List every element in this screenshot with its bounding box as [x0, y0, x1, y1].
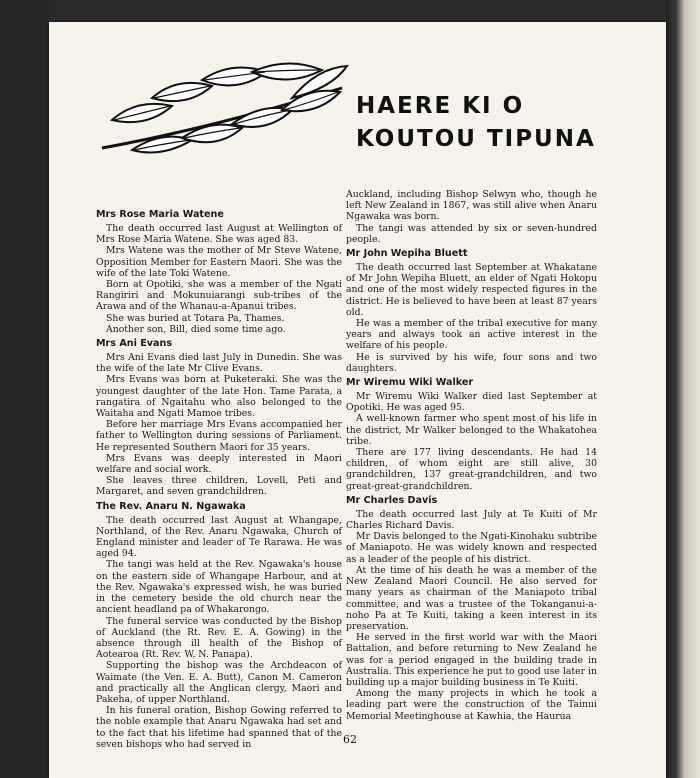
paragraph: The death occurred last September at Whakatane of Mr John Wepiha Bluett, an elder of Ngati Hokopu and one of the most widely respected figures in the district. He is believed to have been at least 87 years old. [346, 262, 597, 318]
obituary-section [346, 248, 597, 374]
obituary-section [346, 377, 597, 492]
paragraph: Among the many projects in which he took a leading part were the construction of the Tainui Memorial Meetinghouse at Kawhia, the Haurua [346, 688, 597, 722]
section-heading: Mrs Ani Evans [96, 338, 173, 350]
title-line-1: HAERE KI O [356, 93, 525, 119]
paragraph: Another son, Bill, died some time ago. [106, 323, 286, 335]
paragraph: At the time of his death he was a member of the New Zealand Maori Council. He also served for many years as chairman of the Maniapoto tribal committee, and was a trustee of the Tokanganui-a-noho Pa at Te Kuiti, taking a keen interest in its preservation. [346, 564, 597, 632]
section-heading: Mr Wiremu Wiki Walker [346, 377, 474, 389]
paragraph: He was a member of the tribal executive for many years and always took an active interest in the welfare of his people. [346, 318, 597, 352]
paragraph: Mrs Ani Evans died last July in Dunedin. She was the wife of the late Mr Clive Evans. [96, 352, 342, 375]
paragraph: She was buried at Totara Pa, Thames. [106, 312, 285, 324]
paragraph: There are 177 living descendants. He had 14 children, of whom eight are still alive, 30 grandchildren, 137 great-grandchildren, and two great-great-grandchildren. [346, 447, 597, 492]
paragraph: The death occurred last August at Whangape, Northland, of the Rev. Anaru Ngawaka, Church of England minister and leader of Te Rarawa. He was aged 94. [96, 514, 342, 560]
scan-left-margin [0, 0, 49, 778]
scan-right-margin [666, 0, 700, 778]
paragraph: The death occurred last July at Te Kuiti of Mr Charles Richard Davis. [346, 508, 597, 532]
paragraph: She leaves three children, Lovell, Peti and Margaret, and seven grandchildren. [96, 475, 342, 498]
paragraph: Mrs Evans was deeply interested in Maori welfare and social work. [96, 452, 342, 476]
obituary-section [96, 501, 342, 750]
paragraph: The tangi was attended by six or seven-hundred people. [346, 222, 597, 245]
page-number: 62 [343, 733, 357, 746]
paragraph: In his funeral oration, Bishop Gowing referred to the noble example that Anaru Ngawaka had set and to the fact that his lifetime had spanned that of the seven bishops who had served in [96, 705, 342, 750]
obituary-section [346, 495, 597, 722]
paragraph: The funeral service was conducted by the Bishop of Auckland (the Rt. Rev. E. A. Gowing) in the absence through ill health of the Bishop of Aotearoa (Rt. Rev. W. N. Panapa). [96, 615, 342, 661]
paragraph: The death occurred last August at Wellington of Mrs Rose Maria Watene. She was aged 83. [96, 223, 342, 246]
section-heading: The Rev. Anaru N. Ngawaka [96, 500, 246, 512]
paragraph: Mrs Watene was the mother of Mr Steve Watene, Opposition Member for Eastern Maori. She was the wife of the late Toki Watene. [96, 245, 342, 279]
paragraph: The tangi was held at the Rev. Ngawaka's house on the eastern side of Whangape Harbour, and at the Rev. Ngawaka's expressed wish, he was buried in the cemetery beside the old church near the ancient headland pa of Whakarongo. [96, 559, 342, 616]
paragraph: Born at Opotiki, she was a member of the Ngati Rangiriri and Mokunuiarangi sub-tribes of the Arawa and of the Whanau-a-Apanui tribes. [96, 279, 342, 313]
section-heading: Mr Charles Davis [346, 494, 438, 506]
section-heading: Mrs Rose Maria Watene [96, 209, 224, 220]
section-heading: Mr John Wepiha Bluett [346, 248, 468, 260]
paragraph: Before her marriage Mrs Evans accompanied her father to Wellington during sessions of Parliament. He represented Southern Maori for 35 years. [96, 419, 342, 453]
page-title [356, 90, 606, 156]
paragraph: A well-known farmer who spent most of his life in the district, Mr Walker belonged to the Whakatohea tribe. [346, 413, 597, 447]
paragraph: He is survived by his wife, four sons and two daughters. [346, 351, 597, 374]
paragraph: Mr Davis belonged to the Ngati-Kinohaku subtribe of Maniapoto. He was widely known and respected as a leader of the people of his district. [346, 531, 597, 565]
obituary-section [346, 189, 597, 245]
paragraph: Mr Wiremu Wiki Walker died last September at Opotiki. He was aged 95. [346, 391, 597, 414]
left-column [96, 206, 342, 750]
leaf-branch-illustration [92, 58, 352, 158]
paragraph: Supporting the bishop was the Archdeacon of Waimate (the Ven. E. A. Butt), Canon M. Cameron and practically all the Anglican clergy, Maori and Pakeha, of upper Northland. [96, 660, 342, 705]
paragraph: Auckland, including Bishop Selwyn who, though he left New Zealand in 1867, was still alive when Anaru Ngawaka was born. [346, 189, 597, 223]
paragraph: Mrs Evans was born at Puketeraki. She was the youngest daughter of the late Hon. Tame Parata, a rangatira of Ngaitahu who also belonged to the Waitaha and Ngati Mamoe tribes. [96, 374, 342, 420]
obituary-section [96, 338, 342, 498]
obituary-section [96, 209, 342, 335]
right-column [346, 189, 597, 722]
title-line-2: KOUTOU TIPUNA [356, 126, 596, 152]
paragraph: He served in the first world war with the Maori Battalion, and before returning to New Zealand he was for a period engaged in the building trade in Australia. This experience he put to good use later in building up a major building business in Te Kuiti. [346, 632, 597, 688]
